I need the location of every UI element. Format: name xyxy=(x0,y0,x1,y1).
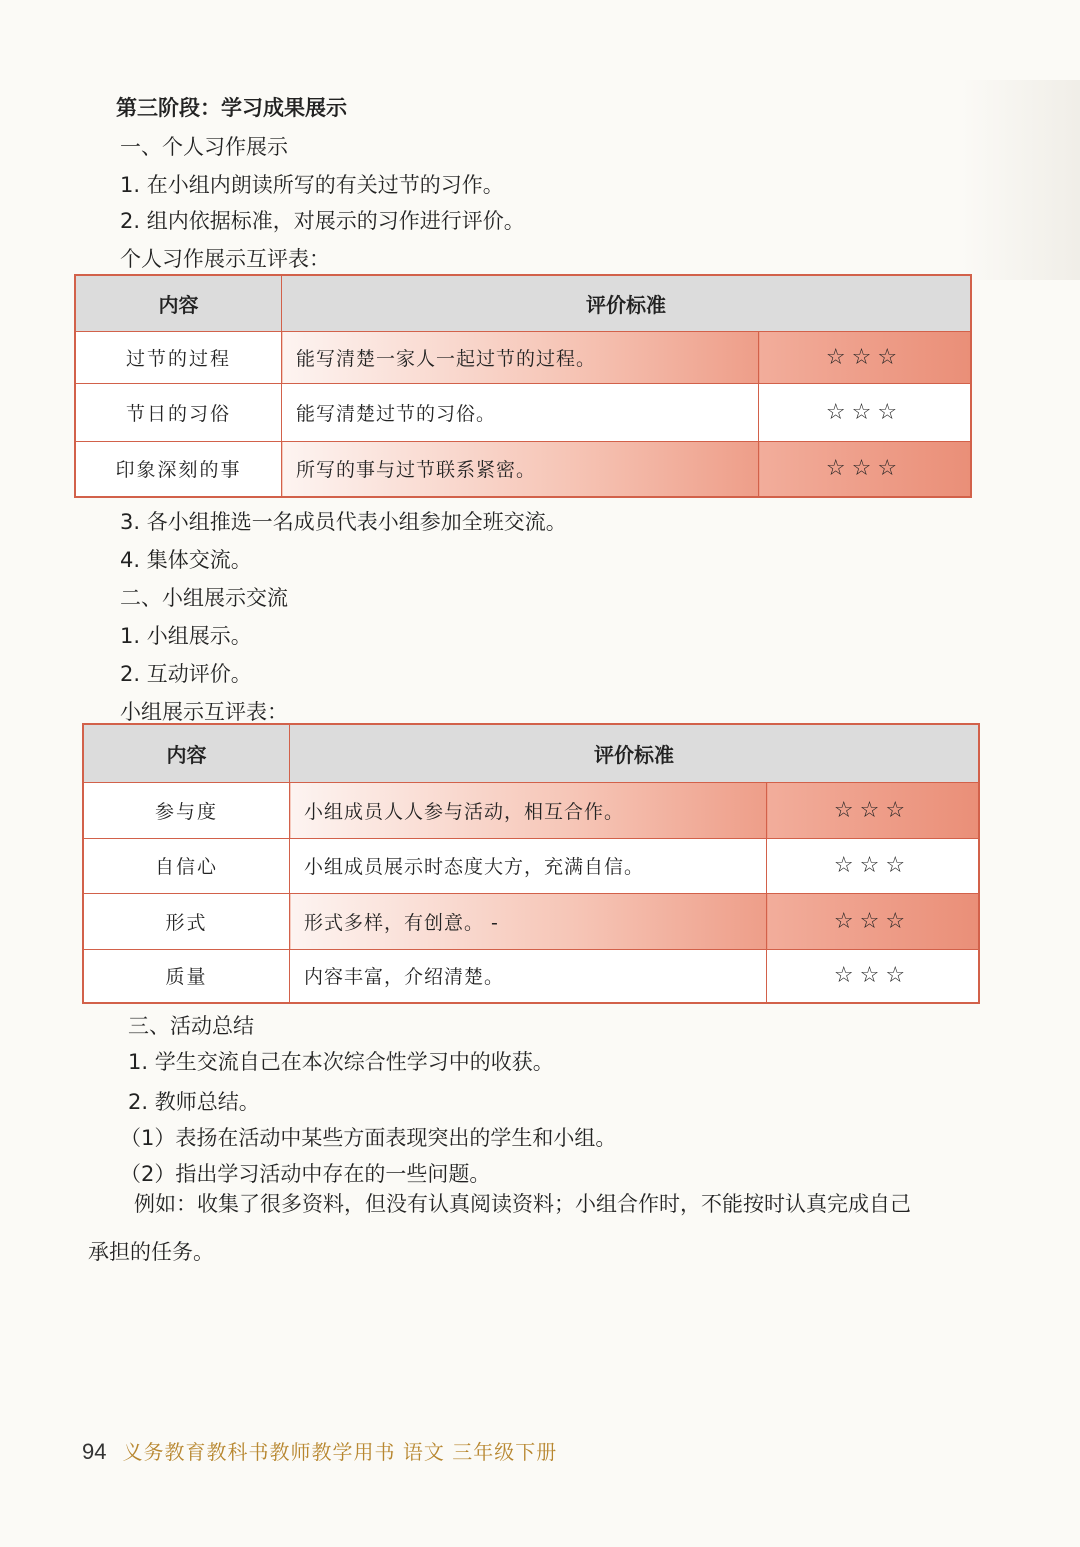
example-line-1: 例如：收集了很多资料，但没有认真阅读资料；小组合作时，不能按时认真完成自己 xyxy=(134,1192,911,1216)
row-desc: 能写清楚一家人一起过节的过程。 xyxy=(282,331,759,383)
star-rating: ☆☆☆ xyxy=(759,331,972,383)
table-header-row xyxy=(75,275,971,331)
col-content-header: 内容 xyxy=(83,724,290,782)
book-title: 义务教育教科书教师教学用书 语文 三年级下册 xyxy=(122,1440,558,1464)
part3-heading: 三、活动总结 xyxy=(128,1014,254,1038)
row-desc: 小组成员人人参与活动，相互合作。 xyxy=(290,782,767,838)
table-row xyxy=(83,893,979,949)
star-rating: ☆☆☆ xyxy=(767,893,980,949)
group-eval-table xyxy=(82,723,980,1004)
star-rating: ☆☆☆ xyxy=(767,949,980,1003)
table-header-row xyxy=(83,724,979,782)
table-row xyxy=(75,441,971,497)
row-desc: 所写的事与过节联系紧密。 xyxy=(282,441,759,497)
row-desc: 小组成员展示时态度大方，充满自信。 xyxy=(290,838,767,893)
row-label: 质量 xyxy=(83,949,290,1003)
part2-item-2: 2. 互动评价。 xyxy=(120,662,252,686)
row-label: 过节的过程 xyxy=(75,331,282,383)
part2-heading: 二、小组展示交流 xyxy=(120,586,288,610)
section-title: 第三阶段：学习成果展示 xyxy=(116,96,347,120)
star-rating: ☆☆☆ xyxy=(759,383,972,441)
col-criteria-header: 评价标准 xyxy=(282,275,972,331)
part2-table-caption: 小组展示互评表： xyxy=(120,700,288,724)
part1-item-4: 4. 集体交流。 xyxy=(120,548,252,572)
part1-item-1: 1. 在小组内朗读所写的有关过节的习作。 xyxy=(120,173,504,197)
row-label: 形式 xyxy=(83,893,290,949)
row-label: 自信心 xyxy=(83,838,290,893)
page-edge-shadow xyxy=(960,80,1080,280)
part3-item-1: 1. 学生交流自己在本次综合性学习中的收获。 xyxy=(128,1050,554,1074)
row-label: 节日的习俗 xyxy=(75,383,282,441)
part1-table-caption: 个人习作展示互评表： xyxy=(120,247,330,271)
part3-item-2: 2. 教师总结。 xyxy=(128,1090,260,1114)
table-row xyxy=(83,949,979,1003)
part3-sub-1: （1）表扬在活动中某些方面表现突出的学生和小组。 xyxy=(120,1126,617,1150)
col-criteria-header: 评价标准 xyxy=(290,724,980,782)
example-line-2: 承担的任务。 xyxy=(88,1240,214,1264)
individual-eval-table xyxy=(74,274,972,498)
part1-item-2: 2. 组内依据标准，对展示的习作进行评价。 xyxy=(120,209,525,233)
star-rating: ☆☆☆ xyxy=(767,782,980,838)
star-rating: ☆☆☆ xyxy=(759,441,972,497)
part1-heading: 一、个人习作展示 xyxy=(120,135,288,159)
table-row xyxy=(83,782,979,838)
page-number: 94 xyxy=(82,1439,107,1464)
star-rating: ☆☆☆ xyxy=(767,838,980,893)
row-desc: 内容丰富，介绍清楚。 xyxy=(290,949,767,1003)
part3-sub-2: （2）指出学习活动中存在的一些问题。 xyxy=(120,1162,491,1186)
row-label: 参与度 xyxy=(83,782,290,838)
table-row xyxy=(83,838,979,893)
table-row xyxy=(75,383,971,441)
part1-item-3: 3. 各小组推选一名成员代表小组参加全班交流。 xyxy=(120,510,567,534)
part2-item-1: 1. 小组展示。 xyxy=(120,624,252,648)
col-content-header: 内容 xyxy=(75,275,282,331)
row-label: 印象深刻的事 xyxy=(75,441,282,497)
table-row xyxy=(75,331,971,383)
row-desc: 能写清楚过节的习俗。 xyxy=(282,383,759,441)
row-desc: 形式多样，有创意。 - xyxy=(290,893,767,949)
page-footer xyxy=(82,1436,557,1465)
